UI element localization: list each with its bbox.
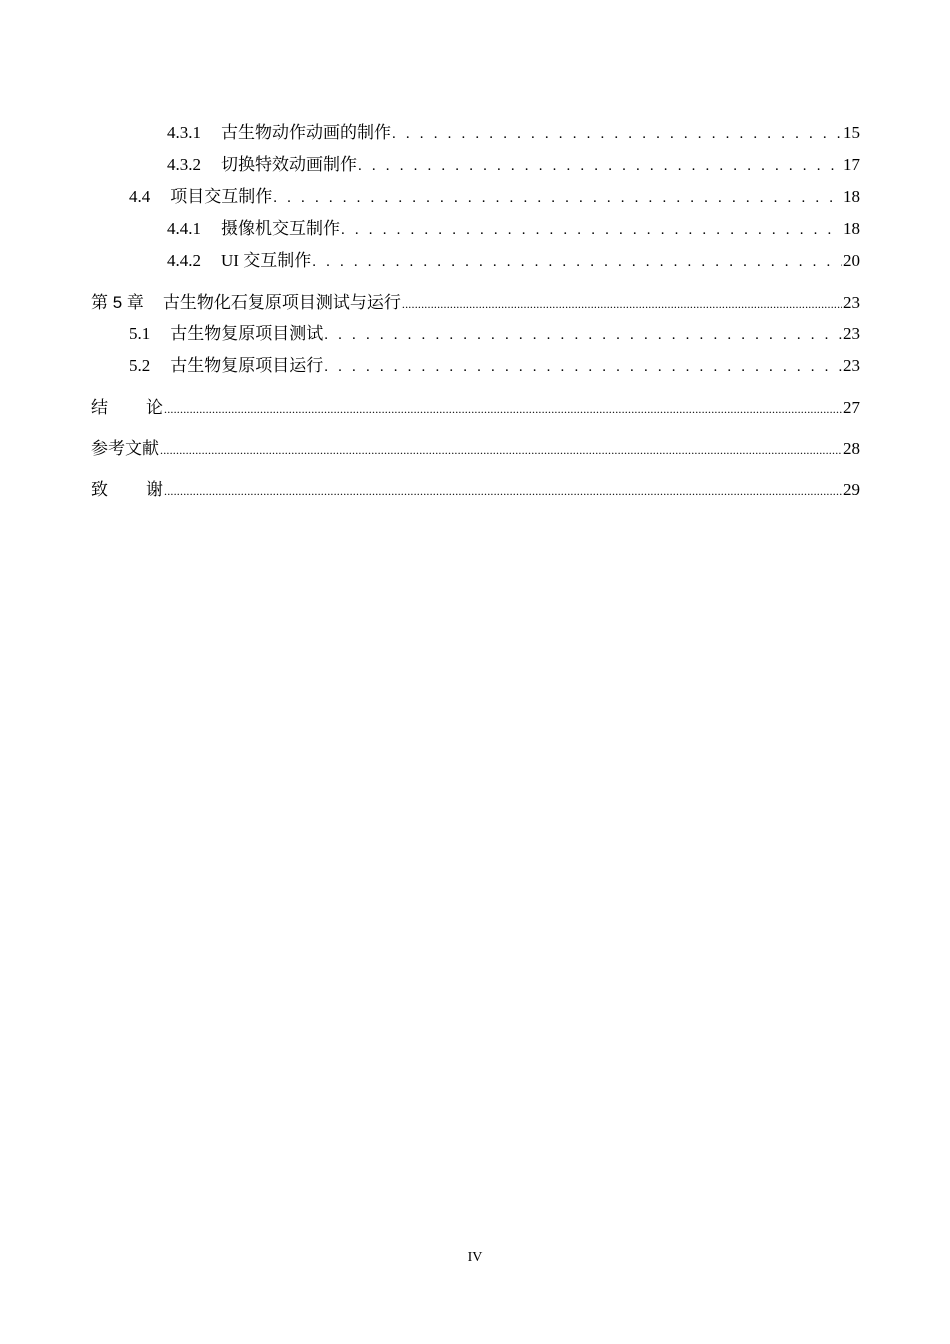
- toc-leader-dots: [341, 214, 842, 246]
- page-number-footer: IV: [467, 1250, 483, 1265]
- toc-entry-page: 20: [843, 251, 860, 270]
- toc-entry-title: 古生物复原项目运行: [170, 356, 324, 375]
- toc-entry-references[interactable]: [91, 433, 860, 464]
- toc-entry-5-2[interactable]: [91, 350, 860, 382]
- toc-entry-number: 4.4.1: [167, 219, 201, 238]
- toc-leader-dots: [160, 435, 842, 466]
- toc-leader-dots: [324, 319, 842, 351]
- toc-entry-acknowledgements[interactable]: [91, 474, 860, 505]
- toc-entry-page: 23: [843, 293, 860, 312]
- toc-title-char: 论: [146, 398, 163, 417]
- toc-entry-number: 4.4: [129, 187, 151, 206]
- toc-entry-number: 第 5 章: [91, 293, 144, 312]
- toc-title-char: 结: [91, 398, 108, 417]
- toc-leader-dots: [164, 394, 842, 425]
- toc-entry-4-4-2[interactable]: [91, 245, 860, 277]
- toc-leader-dots: [392, 118, 842, 150]
- toc-entry-4-4[interactable]: [91, 181, 860, 213]
- toc-entry-title: 古生物动作动画的制作: [221, 123, 391, 142]
- toc-entry-page: 29: [843, 480, 860, 499]
- toc-entry-4-3-1[interactable]: [91, 117, 860, 149]
- toc-entry-number: 4.4.2: [167, 251, 201, 270]
- table-of-contents: [91, 117, 860, 505]
- toc-entry-conclusion[interactable]: [91, 392, 860, 423]
- toc-leader-dots: [402, 289, 842, 320]
- toc-entry-4-4-1[interactable]: [91, 213, 860, 245]
- toc-entry-page: 18: [843, 219, 860, 238]
- toc-entry-title: [91, 392, 163, 423]
- toc-leader-dots: [164, 476, 842, 507]
- toc-entry-page: 23: [843, 356, 860, 375]
- toc-title-char: 谢: [146, 480, 163, 499]
- toc-entry-title: 参考文献: [91, 439, 159, 458]
- toc-entry-page: 27: [843, 398, 860, 417]
- toc-entry-number: 5.1: [129, 324, 151, 343]
- toc-leader-dots: [324, 351, 842, 383]
- toc-title-char: 致: [91, 480, 108, 499]
- toc-entry-page: 18: [843, 187, 860, 206]
- toc-entry-number: 4.3.1: [167, 123, 201, 142]
- toc-entry-page: 17: [843, 155, 860, 174]
- toc-entry-5-1[interactable]: [91, 318, 860, 350]
- toc-entry-page: 28: [843, 439, 860, 458]
- toc-leader-dots: [273, 182, 842, 214]
- toc-entry-title: [91, 474, 163, 505]
- toc-entry-page: 23: [843, 324, 860, 343]
- toc-entry-title: 古生物复原项目测试: [170, 324, 324, 343]
- toc-entry-page: 15: [843, 123, 860, 142]
- toc-entry-chapter-5[interactable]: [91, 287, 860, 318]
- toc-leader-dots: [358, 150, 842, 182]
- toc-leader-dots: [312, 246, 842, 278]
- toc-entry-4-3-2[interactable]: [91, 149, 860, 181]
- toc-entry-title: 古生物化石复原项目测试与运行: [162, 293, 401, 312]
- toc-entry-number: 5.2: [129, 356, 151, 375]
- toc-entry-title: 摄像机交互制作: [221, 219, 340, 238]
- toc-entry-number: 4.3.2: [167, 155, 201, 174]
- toc-entry-title: 项目交互制作: [170, 187, 273, 206]
- toc-entry-title: 切换特效动画制作: [221, 155, 357, 174]
- toc-entry-title: UI 交互制作: [221, 251, 312, 270]
